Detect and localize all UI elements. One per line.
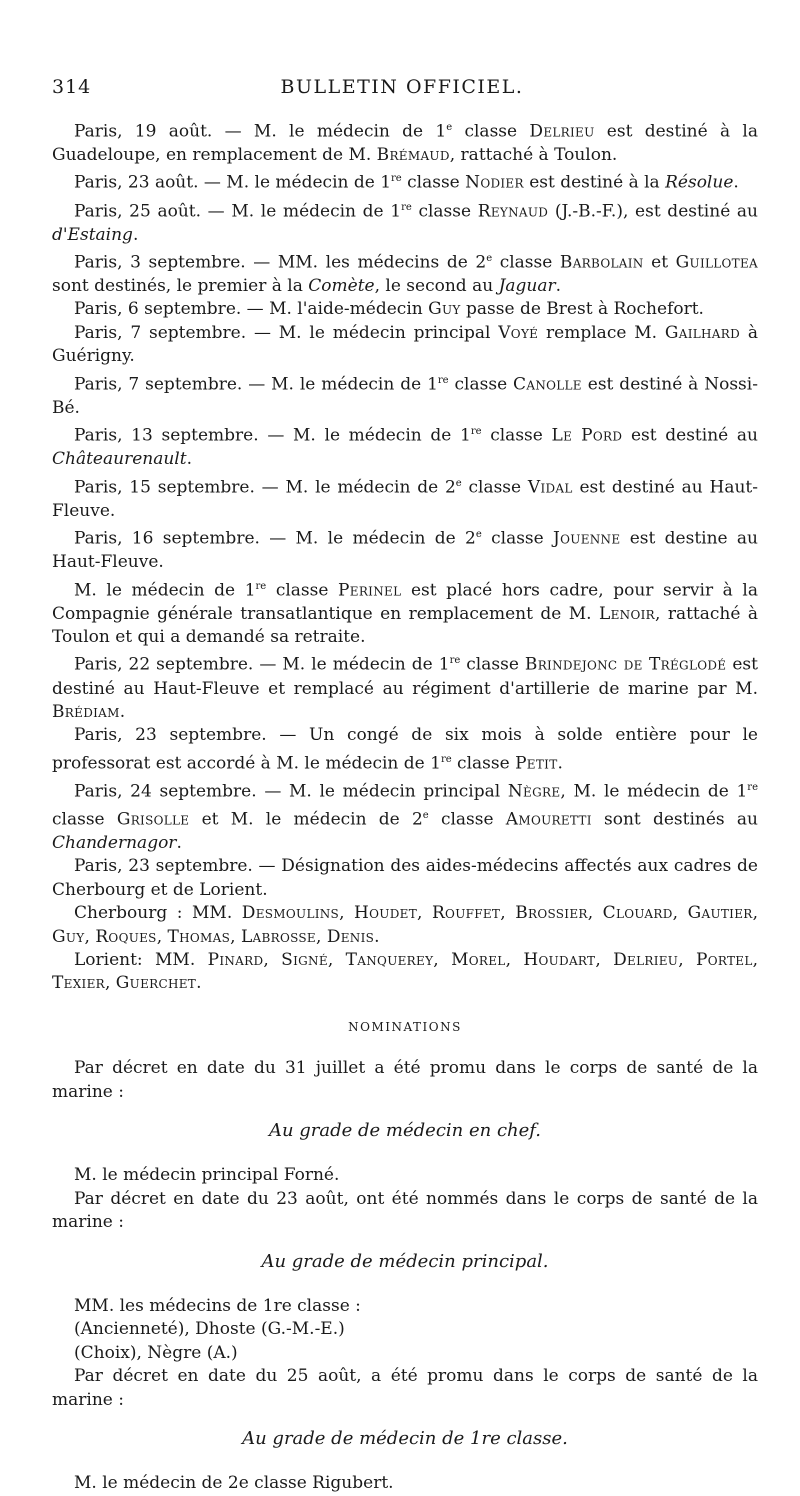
nomination-line: M. le médecin principal Forné. [74, 1165, 340, 1186]
nomination-line: (Ancienneté), Dhoste (G.-M.-E.) [74, 1319, 345, 1340]
ordinal-superscript: re [449, 655, 461, 667]
person-name: Pinard [207, 949, 264, 970]
appointment-entry: Paris, 7 septembre. — M. le médecin de 1re classe Canolle est destiné à Nossi-Bé. [52, 374, 758, 418]
person-name: Roques [95, 926, 157, 947]
person-name: Brossier [515, 903, 588, 924]
person-name: Guy [52, 926, 85, 947]
decree-paragraph: Par décret en date du 31 juillet a été promu dans le corps de santé de la marine : [52, 1058, 758, 1102]
person-name: Delrieu [613, 949, 679, 970]
page-header [52, 76, 752, 104]
person-name: Nègre [507, 781, 561, 802]
appointment-entry: Paris, 23 septembre. — Un congé de six mois à solde entière pour le professorat est accordé à M. le médecin de 1re classe Petit. [52, 725, 758, 774]
grade-heading: Au grade de médecin en chef. [268, 1119, 542, 1141]
appointment-entry: Paris, 15 septembre. — M. le médecin de 2e classe Vidal est destiné au Haut-Fleuve. [52, 477, 758, 521]
person-name: Portel [695, 949, 753, 970]
ordinal-superscript: e [475, 529, 482, 541]
person-name: Rouffet [431, 903, 501, 924]
person-name: Houdet [354, 903, 417, 924]
ship-or-place-name: Jaguar [498, 276, 556, 297]
person-name: Vidal [527, 477, 573, 498]
appointment-entry: Paris, 25 août. — M. le médecin de 1re classe Reynaud (J.-B.-F.), est destiné au d'Estaing. [52, 201, 758, 245]
ship-or-place-name: d'Estaing [52, 224, 133, 245]
appointment-entry: Paris, 19 août. — M. le médecin de 1e classe Delrieu est destiné à la Guadeloupe, en remplacement de M. Brémaud, rattaché à Toulon. [52, 121, 758, 166]
person-name: Perinel [338, 580, 402, 601]
running-title: BULLETIN OFFICIEL. [280, 76, 524, 98]
appointment-entry: Paris, 3 septembre. — MM. les médecins de 2e classe Barbolain et Guillotea sont destinés, le premier à la Comète, le second au Jaguar. [52, 252, 758, 297]
ordinal-superscript: re [255, 580, 267, 592]
ordinal-superscript: re [401, 201, 412, 213]
person-name: Brédiam [52, 701, 120, 722]
person-name: Houdart [523, 949, 596, 970]
person-name: Clouard [602, 903, 673, 924]
person-name: Voyé [498, 322, 539, 343]
person-name: Guillotea [675, 252, 758, 273]
appointment-entry: M. le médecin de 1re classe Perinel est placé hors cadre, pour servir à la Compagnie générale transatlantique en remplacement de M. Lenoir, rattaché à Toulon et qui a demandé sa retraite. [52, 580, 759, 648]
person-name: Guy [428, 299, 461, 320]
person-name: Delrieu [529, 121, 595, 142]
appointment-entry: Paris, 22 septembre. — M. le médecin de 1re classe Brindejonc de Tréglodé est destiné au Haut-Fleuve et remplacé au régiment d'artillerie de marine par M. Brédiam. [52, 655, 758, 722]
person-name: Barbolain [559, 252, 644, 273]
ordinal-superscript: re [391, 173, 402, 185]
appointments-list [52, 116, 758, 996]
appointment-entry: Cherbourg : MM. Desmoulins, Houdet, Rouffet, Brossier, Clouard, Gautier, Guy, Roques, Thomas, Labrosse, Denis. [52, 903, 759, 947]
section-heading: NOMINATIONS [348, 1019, 462, 1034]
ship-or-place-name: Comète [308, 276, 375, 297]
appointment-entry: Paris, 24 septembre. — M. le médecin principal Nègre, M. le médecin de 1re classe Grisolle et M. le médecin de 2e classe Amouretti sont destinés au Chandernagor. [52, 781, 758, 853]
person-name: Tanquerey [345, 949, 434, 970]
person-name: Le Pord [551, 425, 623, 446]
ordinal-superscript: e [446, 122, 453, 133]
appointment-entry: Paris, 6 septembre. — M. l'aide-médecin Guy passe de Brest à Rochefort. [74, 299, 704, 320]
ordinal-superscript: e [455, 477, 462, 489]
person-name: Amouretti [505, 809, 592, 830]
page-number: 314 [52, 76, 92, 98]
person-name: Guerchet [115, 973, 197, 994]
person-name: Petit [515, 753, 558, 774]
person-name: Morel [451, 949, 506, 970]
decree-paragraph: Par décret en date du 25 août, a été promu dans le corps de santé de la marine : [52, 1366, 758, 1410]
appointment-entry: Paris, 16 septembre. — M. le médecin de 2e classe Jouenne est destine au Haut-Fleuve. [52, 528, 758, 573]
nomination-line: MM. les médecins de 1re classe : [74, 1296, 361, 1316]
ship-or-place-name: Châteaurenault [52, 449, 187, 470]
person-name: Texier [52, 973, 105, 994]
person-name: Nodier [465, 173, 524, 194]
person-name: Reynaud [477, 201, 549, 222]
ordinal-superscript: re [440, 753, 452, 765]
ordinal-superscript: e [422, 809, 429, 821]
appointment-entry: Paris, 23 septembre. — Désignation des aides-médecins affectés aux cadres de Cherbourg et de Lorient. [52, 856, 758, 900]
ordinal-superscript: re [747, 781, 758, 793]
grade-heading: Au grade de médecin de 1re classe. [242, 1428, 568, 1450]
person-name: Thomas [167, 926, 231, 947]
person-name: Lenoir [599, 603, 655, 624]
person-name: Brindejonc de Tréglodé [524, 655, 727, 676]
appointment-entry: Paris, 23 août. — M. le médecin de 1re classe Nodier est destiné à la Résolue. [74, 173, 739, 194]
person-name: Jouenne [553, 528, 621, 549]
ordinal-superscript: e [486, 253, 493, 264]
person-name: Signé [281, 949, 328, 970]
person-name: Grisolle [116, 809, 190, 830]
page-body [52, 116, 758, 1496]
appointment-entry: Paris, 13 septembre. — M. le médecin de 1re classe Le Pord est destiné au Châteaurenault. [52, 425, 758, 470]
person-name: Brémaud [376, 145, 450, 166]
person-name: Canolle [513, 374, 582, 395]
grade-heading: Au grade de médecin principal. [261, 1250, 549, 1272]
decree-paragraph: Par décret en date du 23 août, ont été nommés dans le corps de santé de la marine : [52, 1188, 758, 1233]
person-name: Gailhard [664, 322, 741, 343]
ordinal-superscript: re [437, 374, 449, 386]
appointment-entry: Lorient: MM. Pinard, Signé, Tanquerey, Morel, Houdart, Delrieu, Portel, Texier, Guerchet. [52, 949, 759, 994]
ordinal-superscript: re [470, 426, 482, 438]
ship-or-place-name: Chandernagor [52, 832, 177, 853]
person-name: Denis [326, 926, 375, 947]
nomination-line: M. le médecin de 2e classe Rigubert. [74, 1473, 394, 1494]
nomination-line: (Choix), Nègre (A.) [74, 1342, 238, 1363]
appointment-entry: Paris, 7 septembre. — M. le médecin principal Voyé remplace M. Gailhard à Guérigny. [52, 322, 758, 367]
person-name: Desmoulins [241, 903, 340, 924]
person-name: Labrosse [240, 926, 316, 947]
ship-or-place-name: Résolue [665, 173, 734, 194]
person-name: Gautier [687, 903, 753, 924]
